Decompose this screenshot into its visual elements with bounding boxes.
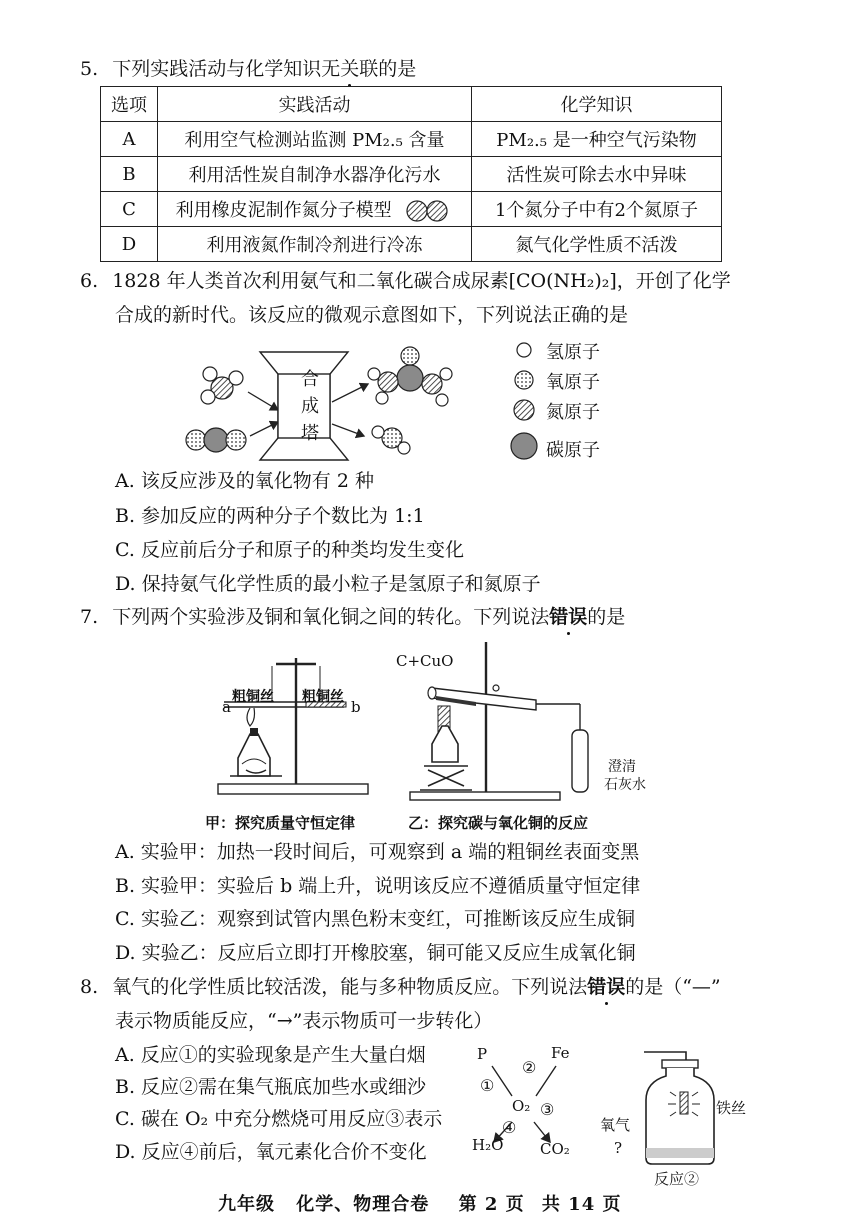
footer-page: 第 2 页	[458, 1194, 525, 1215]
node-fe: Fe	[551, 1044, 570, 1062]
node-o2: O₂	[512, 1097, 531, 1115]
q5-stem-tail: 的是	[378, 58, 417, 80]
limewater-label-2: 石灰水	[604, 777, 646, 793]
experiment-jia-apparatus	[210, 646, 380, 806]
reaction-4-label: ④	[502, 1118, 517, 1137]
reaction-2-label: ②	[522, 1058, 537, 1077]
q6-stem-line2: 合成的新时代。该反应的微观示意图如下，下列说法正确的是	[115, 304, 629, 326]
q7-stem-tail: 的是	[587, 606, 626, 628]
table-cell-activity	[158, 192, 472, 227]
gas-jar-apparatus	[640, 1040, 720, 1170]
reaction-1-label: ①	[480, 1076, 495, 1095]
wire-right-label: 粗铜丝	[302, 689, 344, 705]
wire-left-label: 粗铜丝	[232, 689, 274, 705]
q5-table	[100, 86, 722, 262]
q8-stem-line2: 表示物质能反应，“→”表示物质可一步转化）	[115, 1010, 493, 1032]
oxygen-atom-icon	[515, 371, 533, 389]
tower-char: 合	[301, 369, 319, 390]
q7-option-d: D. 实验乙：反应后立即打开橡胶塞，铜可能又反应生成氧化铜	[115, 942, 636, 964]
table-cell-activity: 利用空气检测站监测 PM₂.₅ 含量	[158, 122, 472, 157]
table-cell-activity: 利用活性炭自制净水器净化污水	[158, 157, 472, 192]
q5-number: 5.	[80, 58, 99, 80]
q7-option-a: A. 实验甲：加热一段时间后，可观察到 a 端的粗铜丝表面变黑	[115, 841, 640, 863]
legend-nitrogen: 氮原子	[546, 402, 600, 423]
q6-number: 6.	[80, 270, 99, 292]
q6-option-d: D. 保持氨气化学性质的最小粒子是氢原子和氮原子	[115, 573, 541, 595]
table-header-row	[101, 87, 722, 122]
q7-number: 7.	[80, 606, 99, 628]
q6-micro-diagram	[170, 340, 500, 470]
q6-stem-text: 1828 年人类首次利用氨气和二氧化碳合成尿素[CO(NH₂)₂]，开创了化学	[112, 270, 731, 292]
hydrogen-atom-icon	[517, 343, 531, 357]
nitrogen-atom-icon	[514, 400, 534, 420]
tower-label	[298, 366, 322, 447]
footer-grade: 九年级	[218, 1194, 275, 1215]
table-header: 选项	[101, 87, 158, 122]
question-mark-label: ?	[614, 1139, 623, 1157]
carbon-dioxide-molecule	[186, 428, 246, 452]
q8-stem-tail: 的是（“—”	[625, 976, 721, 998]
q7-option-b: B. 实验甲：实验后 b 端上升，说明该反应不遵循质量守恒定律	[115, 875, 641, 897]
oxygen-label: 氧气	[600, 1116, 631, 1134]
table-cell-option: A	[101, 122, 158, 157]
nitrogen-molecule-icon	[403, 199, 453, 223]
table-cell-knowledge: 1个氮分子中有2个氮原子	[472, 192, 722, 227]
legend-oxygen: 氧原子	[546, 372, 600, 393]
q6-stem-line1	[80, 268, 731, 294]
table-header: 实践活动	[158, 87, 472, 122]
q5-emphasis: 无关联	[321, 58, 379, 80]
q8-option-d: D. 反应④前后，氧元素化合价不变化	[115, 1141, 427, 1163]
reagent-label: C+CuO	[396, 652, 454, 670]
footer-subject: 化学、物理合卷	[296, 1194, 430, 1215]
atom-legend-icons	[508, 336, 542, 466]
q7-stem-text: 下列两个实验涉及铜和氧化铜之间的转化。下列说法	[112, 606, 550, 628]
table-cell-option: B	[101, 157, 158, 192]
table-cell-option: C	[101, 192, 158, 227]
caption-jia: 甲：探究质量守恒定律	[205, 814, 356, 832]
legend-hydrogen: 氢原子	[546, 342, 600, 363]
footer-total: 共 14 页	[541, 1194, 622, 1215]
table-row	[101, 227, 722, 262]
end-a-label: a	[222, 698, 231, 716]
table-cell-option: D	[101, 227, 158, 262]
urea-molecule	[368, 347, 452, 406]
legend-carbon: 碳原子	[546, 440, 600, 461]
q8-number: 8.	[80, 976, 99, 998]
node-p: P	[477, 1045, 488, 1063]
table-row	[101, 192, 722, 227]
q8-option-a: A. 反应①的实验现象是产生大量白烟	[115, 1044, 426, 1066]
table-cell-knowledge: PM₂.₅ 是一种空气污染物	[472, 122, 722, 157]
q6-option-a: A. 该反应涉及的氧化物有 2 种	[115, 470, 374, 492]
activity-text: 利用橡皮泥制作氮分子模型	[175, 199, 392, 221]
q6-option-c: C. 反应前后分子和原子的种类均发生变化	[115, 539, 464, 561]
node-co2: CO₂	[540, 1140, 570, 1158]
table-row	[101, 157, 722, 192]
table-cell-activity: 利用液氮作制冷剂进行冷冻	[158, 227, 472, 262]
water-molecule	[372, 426, 410, 454]
q8-option-b: B. 反应②需在集气瓶底加些水或细沙	[115, 1076, 427, 1098]
end-b-label: b	[351, 698, 361, 716]
page-footer	[218, 1190, 622, 1216]
q5-stem-text: 下列实践活动与化学知识	[112, 58, 322, 80]
q8-stem-line1	[80, 974, 721, 1000]
carbon-atom-icon	[511, 433, 537, 459]
table-cell-knowledge: 氮气化学性质不活泼	[472, 227, 722, 262]
q8-stem-text: 氧气的化学性质比较活泼，能与多种物质反应。下列说法	[112, 976, 588, 998]
table-header: 化学知识	[472, 87, 722, 122]
table-cell-knowledge: 活性炭可除去水中异味	[472, 157, 722, 192]
caption-yi: 乙：探究碳与氧化铜的反应	[408, 814, 589, 832]
q7-option-c: C. 实验乙：观察到试管内黑色粉末变红，可推断该反应生成铜	[115, 908, 635, 930]
ammonia-molecule	[201, 367, 243, 404]
tower-char: 塔	[301, 423, 319, 444]
tower-char: 成	[301, 396, 319, 417]
reaction-3-label: ③	[540, 1100, 555, 1119]
q7-stem	[80, 604, 625, 630]
q7-emphasis: 错误	[549, 606, 588, 628]
iron-wire-label: 铁丝	[716, 1099, 747, 1117]
q5-stem	[80, 56, 416, 82]
q8-emphasis: 错误	[587, 976, 626, 998]
limewater-label-1: 澄清	[608, 759, 636, 775]
bottle-caption: 反应②	[654, 1170, 700, 1188]
node-h2o: H₂O	[472, 1136, 504, 1154]
q8-option-c: C. 碳在 O₂ 中充分燃烧可用反应③表示	[115, 1108, 443, 1130]
q6-option-b: B. 参加反应的两种分子个数比为 1:1	[115, 505, 425, 527]
table-row	[101, 122, 722, 157]
